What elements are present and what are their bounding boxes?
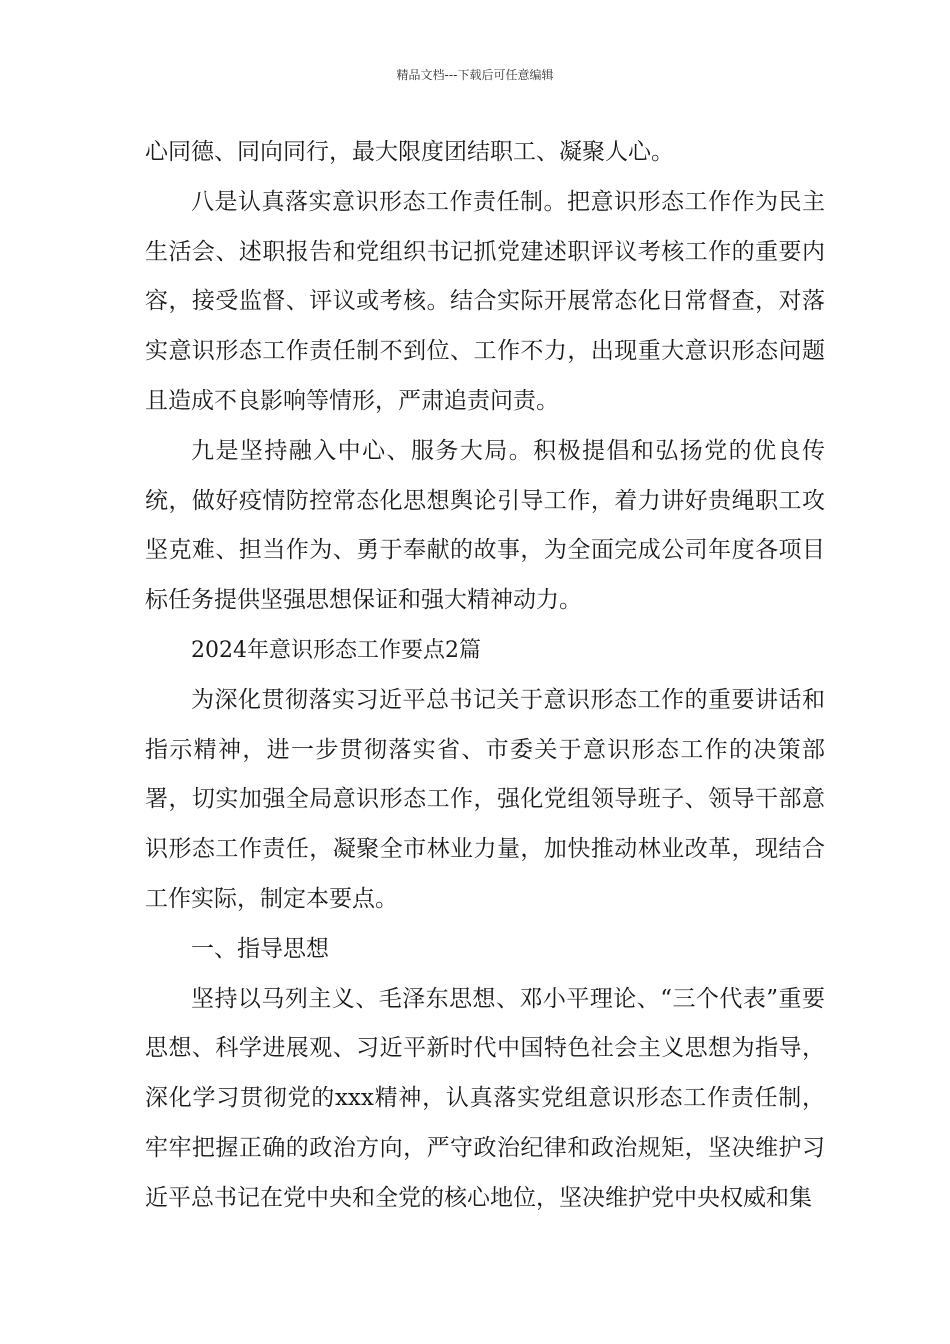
paragraph-item-eight: 八是认真落实意识形态工作责任制。把意识形态工作作为民主生活会、述职报告和党组织书记抓党建述职评议考核工作的重要内容，接受监督、评议或考核。结合实际开展常态化日常督查，对落实意识形态工作责任制不到位、工作不力，出现重大意识形态问题且造成不良影响等情形，严肃追责问责。: [145, 188, 825, 414]
paragraph-intro: 为深化贯彻落实习近平总书记关于意识形态工作的重要讲话和指示精神，进一步贯彻落实省、市委关于意识形态工作的决策部署，切实加强全局意识形态工作，强化党组领导班子、领导干部意识形态工作责任，凝聚全市林业力量，加快推动林业改革，现结合工作实际，制定本要点。: [145, 686, 825, 912]
page-header: 精品文档---下载后可任意编辑: [396, 68, 554, 82]
paragraph-guiding-thought: 坚持以马列主义、毛泽东思想、邓小平理论、“三个代表”重要思想、科学进展观、习近平新时代中国特色社会主义思想为指导，深化学习贯彻党的xxx精神，认真落实党组意识形态工作责任制，牢牢把握正确的政治方向，严守政治纪律和政治规矩，坚决维护习近平总书记在党中央和全党的核心地位，坚决维护党中央权威和集: [145, 985, 825, 1211]
paragraph-continuation: 心同德、同向同行，最大限度团结职工、凝聚人心。: [145, 139, 674, 165]
section-title: 2024年意识形态工作要点2篇: [191, 637, 481, 663]
document-body: [145, 128, 825, 1224]
paragraph-item-nine: 九是坚持融入中心、服务大局。积极提倡和弘扬党的优良传统，做好疫情防控常态化思想舆论引导工作，着力讲好贵绳职工攻坚克难、担当作为、勇于奉献的故事，为全面完成公司年度各项目标任务提供坚强思想保证和强大精神动力。: [145, 437, 825, 614]
section-heading-guiding-thought: 一、指导思想: [191, 935, 329, 962]
